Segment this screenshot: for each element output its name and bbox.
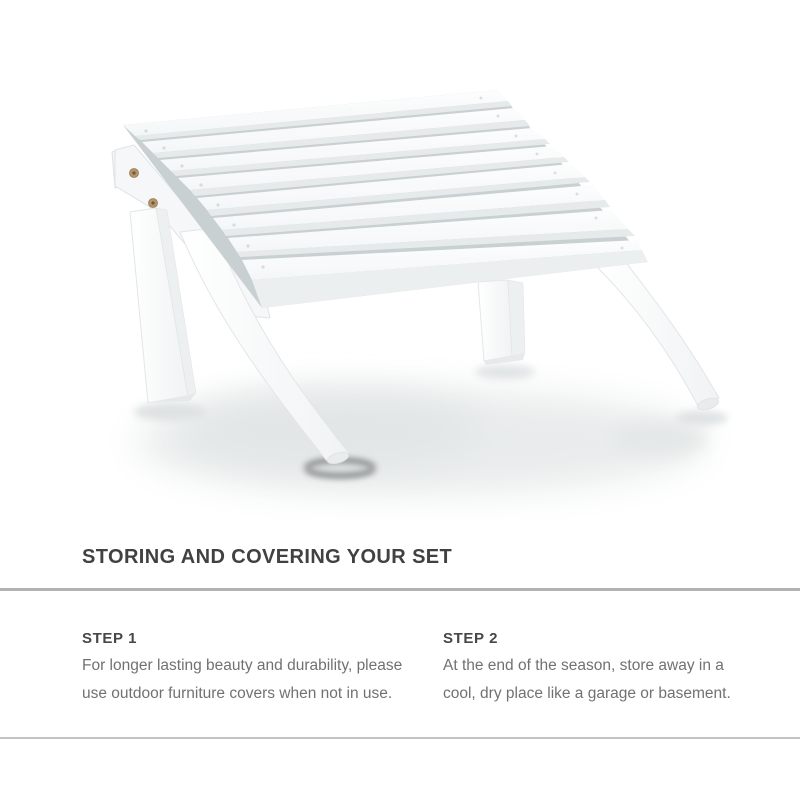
step-2-label: STEP 2 [443, 630, 499, 647]
step-1 [82, 630, 403, 708]
top-divider [0, 588, 800, 591]
step-2-text-line: cool, dry place like a garage or basement. [443, 685, 731, 702]
step-1-label: STEP 1 [82, 630, 138, 647]
step-1-text-line: use outdoor furniture covers when not in use. [82, 685, 393, 702]
step-1-text [82, 652, 403, 708]
front-right-curved-leg [596, 260, 720, 412]
storage-info-section [0, 546, 800, 739]
ground-shadow [134, 365, 728, 494]
step-2-text-line: At the end of the season, store away in a [443, 657, 724, 674]
rear-right-leg [478, 280, 525, 365]
step-1-text-line: For longer lasting beauty and durability, please [82, 657, 403, 674]
section-title: STORING AND COVERING YOUR SET [82, 546, 453, 568]
step-2 [443, 631, 731, 708]
step-2-text [443, 652, 731, 708]
bottom-divider [0, 737, 800, 739]
steps-columns [82, 630, 731, 708]
